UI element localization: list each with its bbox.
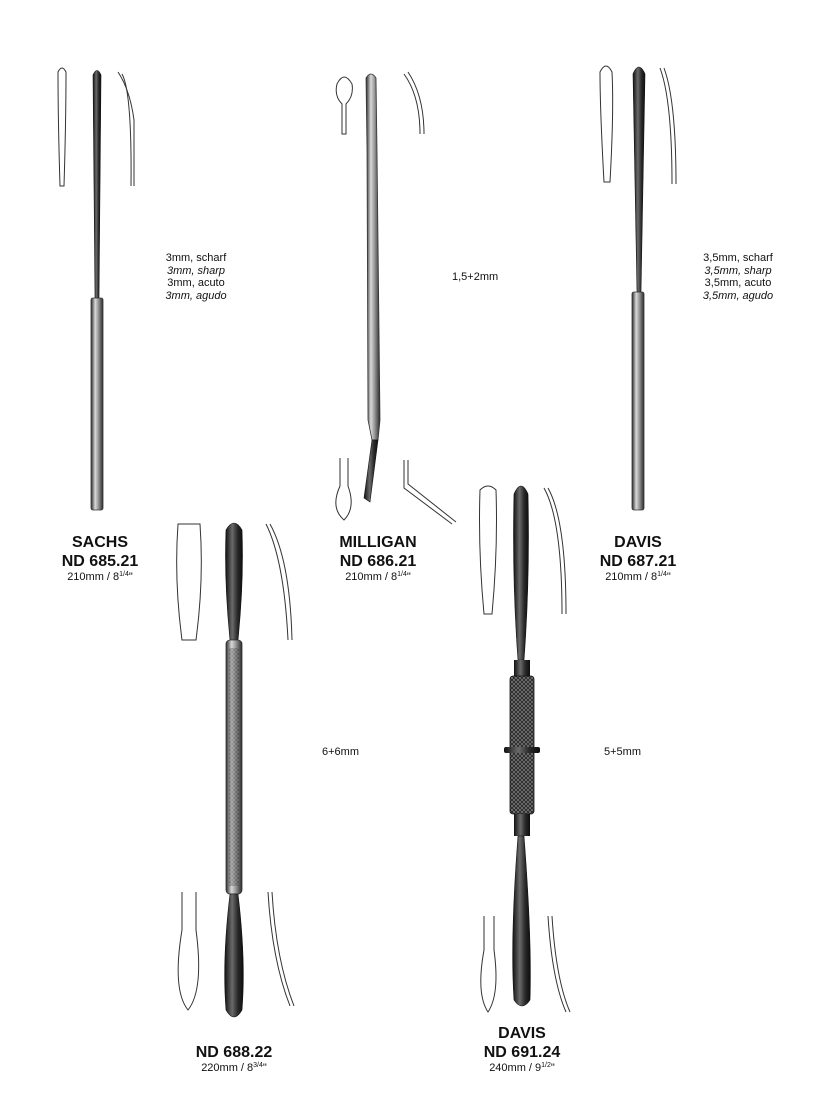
length-fraction: 1/2 (541, 1062, 551, 1069)
curette-688-title (174, 1043, 294, 1062)
double-ended-curette-688 (177, 523, 294, 1017)
length-suffix: " (262, 1062, 267, 1074)
product-code: ND 685.21 (61, 553, 139, 570)
length-metric: 210mm / 8 (345, 571, 398, 583)
product-code: ND 691.24 (483, 1044, 561, 1061)
length-fraction: 1/4 (397, 571, 407, 578)
davis-single-title (578, 533, 698, 571)
spec-line: 3,5mm, acuto (704, 277, 772, 289)
length-metric: 240mm / 9 (489, 1062, 542, 1074)
curette-688-gauge: 6+6mm (322, 746, 359, 758)
milligan-instrument (336, 72, 456, 524)
product-name: MILLIGAN (339, 534, 417, 551)
spec-line: 3,5mm, scharf (703, 252, 773, 264)
curette-688-length (174, 1062, 294, 1074)
product-name: SACHS (71, 534, 128, 551)
sachs-instrument (58, 68, 134, 510)
length-metric: 210mm / 8 (67, 571, 120, 583)
sachs-specs (152, 252, 240, 302)
spec-line: 3mm, sharp (166, 264, 226, 277)
length-metric: 220mm / 8 (201, 1062, 254, 1074)
length-suffix: " (666, 571, 671, 583)
milligan-gauge: 1,5+2mm (452, 271, 499, 283)
davis-single-length (578, 571, 698, 583)
sachs-length (40, 571, 160, 583)
product-code: ND 688.22 (195, 1044, 273, 1061)
length-fraction: 1/4 (657, 571, 667, 578)
length-fraction: 3/4 (253, 1062, 263, 1069)
davis-instrument-double (480, 486, 571, 1012)
davis-single-specs (690, 252, 786, 302)
sachs-title (40, 533, 160, 571)
product-name: DAVIS (614, 534, 662, 551)
product-code: ND 687.21 (599, 553, 677, 570)
davis-instrument-single (600, 66, 676, 510)
davis-double-length (462, 1062, 582, 1074)
milligan-title (318, 533, 438, 571)
length-metric: 210mm / 8 (605, 571, 658, 583)
spec-line: 3mm, scharf (165, 252, 227, 264)
spec-line: 3,5mm, sharp (704, 264, 772, 277)
length-suffix: " (406, 571, 411, 583)
milligan-length (318, 571, 438, 583)
spec-line: 3mm, acuto (167, 277, 225, 289)
product-name: DAVIS (498, 1025, 546, 1042)
spec-line: 3,5mm, agudo (702, 289, 774, 302)
davis-double-title (462, 1024, 582, 1062)
length-fraction: 1/4 (119, 571, 129, 578)
spec-line: 3mm, agudo (165, 289, 227, 302)
davis-double-gauge: 5+5mm (604, 746, 641, 758)
length-suffix: " (550, 1062, 555, 1074)
product-code: ND 686.21 (339, 553, 417, 570)
length-suffix: " (128, 571, 133, 583)
